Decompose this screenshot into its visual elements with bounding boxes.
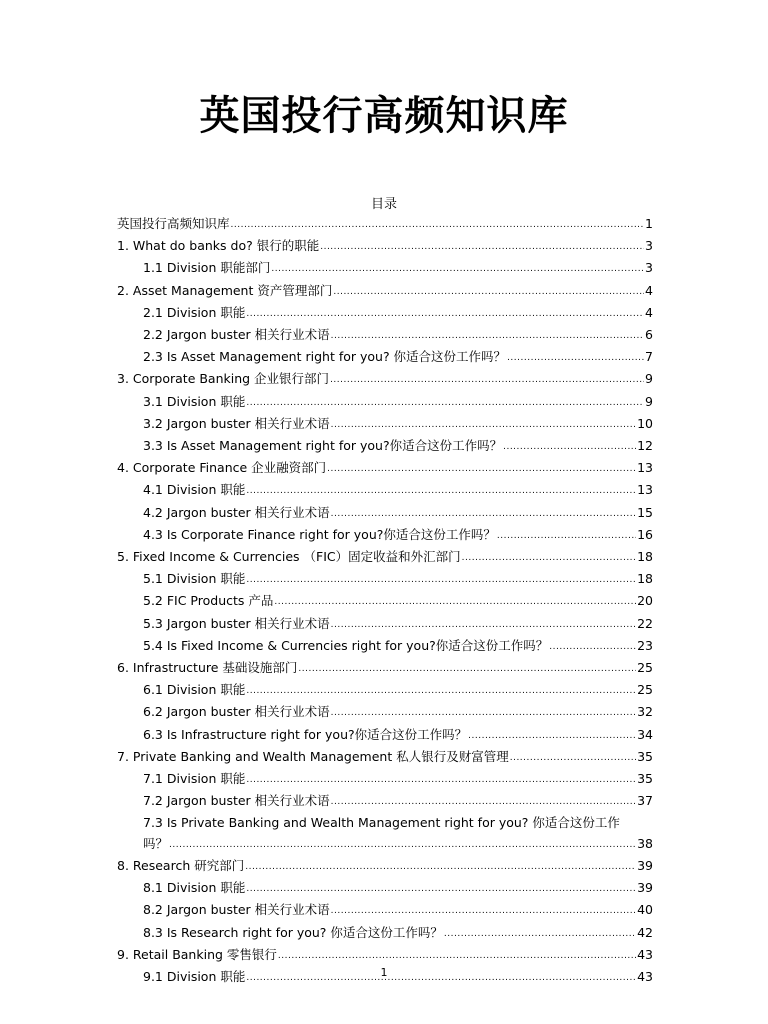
toc-entry[interactable] (117, 325, 653, 347)
toc-dot-leader (278, 944, 636, 966)
toc-entry-page: 25 (637, 682, 653, 698)
toc-dot-leader (246, 302, 644, 324)
toc-entry[interactable] (117, 236, 653, 258)
toc-entry-page: 12 (637, 438, 653, 454)
toc-entry-page: 43 (637, 946, 653, 962)
toc-entry-title: 2.1 Division 职能 (143, 304, 246, 320)
toc-entry[interactable] (117, 392, 653, 414)
toc-entry-page: 35 (637, 771, 653, 787)
toc-entry[interactable] (117, 856, 653, 878)
toc-entry-title: 8.1 Division 职能 (143, 880, 246, 896)
toc-entry-title: 5.3 Jargon buster 相关行业术语 (143, 615, 330, 631)
toc-dot-leader (246, 877, 636, 899)
toc-entry[interactable] (117, 945, 653, 967)
toc-entry[interactable] (117, 347, 653, 369)
toc-entry-title: 7.2 Jargon buster 相关行业术语 (143, 793, 330, 809)
toc-heading: 目录 (370, 197, 397, 212)
toc-dot-leader (444, 922, 636, 944)
toc-entry[interactable] (117, 834, 653, 856)
toc-entry[interactable] (117, 547, 653, 569)
toc-entry-page: 37 (637, 793, 653, 809)
toc-entry-page: 6 (645, 327, 653, 343)
toc-dot-leader (510, 746, 636, 768)
toc-entry[interactable] (117, 281, 653, 303)
page-number: 1 (380, 966, 388, 979)
toc-entry-page: 39 (637, 880, 653, 896)
toc-entry-page: 4 (645, 282, 653, 298)
toc-entry-title: 9. Retail Banking 零售银行 (117, 946, 277, 962)
toc-entry-page: 34 (637, 726, 653, 742)
toc-dot-leader (503, 435, 636, 457)
toc-entry-page: 32 (637, 704, 653, 720)
toc-entry-page: 7 (645, 349, 653, 365)
toc-entry[interactable] (117, 614, 653, 636)
toc-entry-title: 6.3 Is Infrastructure right for you?你适合这份工作吗？ (143, 726, 468, 742)
toc-dot-leader (246, 679, 636, 701)
toc-entry-title: 5.4 Is Fixed Income & Currencies right for you?你适合这份工作吗？ (143, 637, 549, 653)
toc-entry-title: 7.1 Division 职能 (143, 771, 246, 787)
toc-dot-leader (549, 635, 636, 657)
toc-entry-title: 3.3 Is Asset Management right for you?你适合这份工作吗？ (143, 438, 503, 454)
toc-dot-leader (331, 701, 636, 723)
toc-entry[interactable] (117, 436, 653, 458)
toc-entry[interactable] (117, 791, 653, 813)
toc-entry-page: 38 (637, 835, 653, 851)
toc-dot-leader (246, 768, 636, 790)
toc-entry-page: 23 (637, 637, 653, 653)
toc-entry-page: 15 (637, 504, 653, 520)
toc-entry-title[interactable]: 7.3 Is Private Banking and Wealth Management right for you? 你适合这份工作 (143, 815, 620, 831)
toc-dot-leader (320, 235, 644, 257)
toc-entry-title: 3.2 Jargon buster 相关行业术语 (143, 415, 330, 431)
toc-entry-title: 5.1 Division 职能 (143, 571, 246, 587)
toc-dot-leader (327, 457, 636, 479)
toc-entry[interactable] (117, 591, 653, 613)
toc-entry-title: 3.1 Division 职能 (143, 393, 246, 409)
toc-entry[interactable] (117, 303, 653, 325)
toc-entry[interactable] (117, 702, 653, 724)
toc-entry-title: 2.2 Jargon buster 相关行业术语 (143, 327, 330, 343)
toc-entry-title: 9.1 Division 职能 (143, 968, 246, 984)
toc-dot-leader (497, 524, 636, 546)
toc-entry-page: 22 (637, 615, 653, 631)
toc-entry-page: 18 (637, 571, 653, 587)
toc-entry-page: 9 (645, 393, 653, 409)
toc-entry-title: 4. Corporate Finance 企业融资部门 (117, 460, 327, 476)
toc-entry[interactable] (117, 900, 653, 922)
toc-entry[interactable] (117, 525, 653, 547)
toc-entry-page: 9 (645, 371, 653, 387)
toc-entry-page: 25 (637, 660, 653, 676)
toc-dot-leader (298, 657, 636, 679)
toc-entry[interactable] (117, 636, 653, 658)
toc-dot-leader (468, 724, 636, 746)
toc-entry[interactable] (117, 769, 653, 791)
toc-entry[interactable] (117, 658, 653, 680)
toc-entry-title: 7. Private Banking and Wealth Management 私人银行及财富管理 (117, 748, 509, 764)
toc-entry[interactable] (117, 725, 653, 747)
toc-dot-leader (271, 257, 644, 279)
toc-entry-page: 1 (645, 216, 653, 231)
toc-entry-title: 2. Asset Management 资产管理部门 (117, 282, 333, 298)
toc-entry-title: 6.1 Division 职能 (143, 682, 246, 698)
toc-entry-page: 10 (637, 415, 653, 431)
toc-entry[interactable] (117, 680, 653, 702)
toc-entry-title: 1.1 Division 职能部门 (143, 260, 271, 276)
toc-dot-leader (245, 855, 636, 877)
toc-dot-leader (169, 833, 636, 855)
toc-entry[interactable] (117, 214, 653, 236)
toc-entry-title: 5. Fixed Income & Currencies （FIC）固定收益和外汇部门 (117, 549, 461, 565)
toc-entry[interactable] (117, 503, 653, 525)
document-title: 英国投行高频知识库 (199, 93, 569, 139)
toc-entry[interactable] (117, 258, 653, 280)
toc-entry-page: 39 (637, 857, 653, 873)
toc-entry-title: 8. Research 研究部门 (117, 857, 245, 873)
toc-entry-page: 3 (645, 238, 653, 254)
toc-entry-title: 4.3 Is Corporate Finance right for you?你适合这份工作吗？ (143, 526, 496, 542)
toc-entry-title: 5.2 FIC Products 产品 (143, 593, 274, 609)
toc-entry-page: 16 (637, 526, 653, 542)
toc-entry-title: 4.1 Division 职能 (143, 482, 246, 498)
toc-entry[interactable] (117, 747, 653, 769)
toc-entry-title: 2.3 Is Asset Management right for you? 你适合这份工作吗？ (143, 349, 507, 365)
toc-dot-leader (246, 479, 636, 501)
toc-dot-leader (330, 368, 644, 390)
toc-entry-title: 8.2 Jargon buster 相关行业术语 (143, 902, 330, 918)
toc-entry[interactable] (117, 923, 653, 945)
toc-entry-page: 40 (637, 902, 653, 918)
toc-entry-page: 42 (637, 924, 653, 940)
toc-entry-title: 1. What do banks do? 银行的职能 (117, 238, 320, 254)
toc-entry[interactable] (117, 369, 653, 391)
toc-dot-leader (507, 346, 644, 368)
toc-entry-title: 6.2 Jargon buster 相关行业术语 (143, 704, 330, 720)
toc-entry-page: 18 (637, 549, 653, 565)
toc-entry-page: 13 (637, 460, 653, 476)
toc-entry[interactable] (117, 458, 653, 480)
toc-dot-leader (331, 790, 636, 812)
toc-entry-page: 13 (637, 482, 653, 498)
toc-entry-title: 6. Infrastructure 基础设施部门 (117, 660, 298, 676)
toc-entry-page: 43 (637, 968, 653, 984)
toc-dot-leader (333, 280, 644, 302)
table-of-contents (117, 214, 653, 989)
toc-entry[interactable] (117, 414, 653, 436)
toc-entry[interactable] (117, 878, 653, 900)
toc-dot-leader (274, 590, 636, 612)
toc-entry-page: 20 (637, 593, 653, 609)
toc-dot-leader (246, 391, 644, 413)
toc-entry-page: 35 (637, 748, 653, 764)
toc-dot-leader (331, 413, 636, 435)
toc-entry-title-continued: 吗？ (143, 835, 169, 851)
toc-entry-page: 4 (645, 304, 653, 320)
toc-entry-title: 3. Corporate Banking 企业银行部门 (117, 371, 330, 387)
toc-entry[interactable] (117, 569, 653, 591)
toc-entry-title: 8.3 Is Research right for you? 你适合这份工作吗？ (143, 924, 443, 940)
toc-entry-title: 4.2 Jargon buster 相关行业术语 (143, 504, 330, 520)
toc-dot-leader (331, 502, 636, 524)
toc-dot-leader (331, 613, 636, 635)
toc-dot-leader (462, 546, 636, 568)
toc-entry-page: 3 (645, 260, 653, 276)
toc-dot-leader (231, 213, 645, 235)
toc-entry-title: 英国投行高频知识库 (117, 216, 230, 231)
toc-dot-leader (331, 324, 644, 346)
toc-dot-leader (331, 899, 636, 921)
toc-entry[interactable] (117, 480, 653, 502)
toc-dot-leader (246, 568, 636, 590)
